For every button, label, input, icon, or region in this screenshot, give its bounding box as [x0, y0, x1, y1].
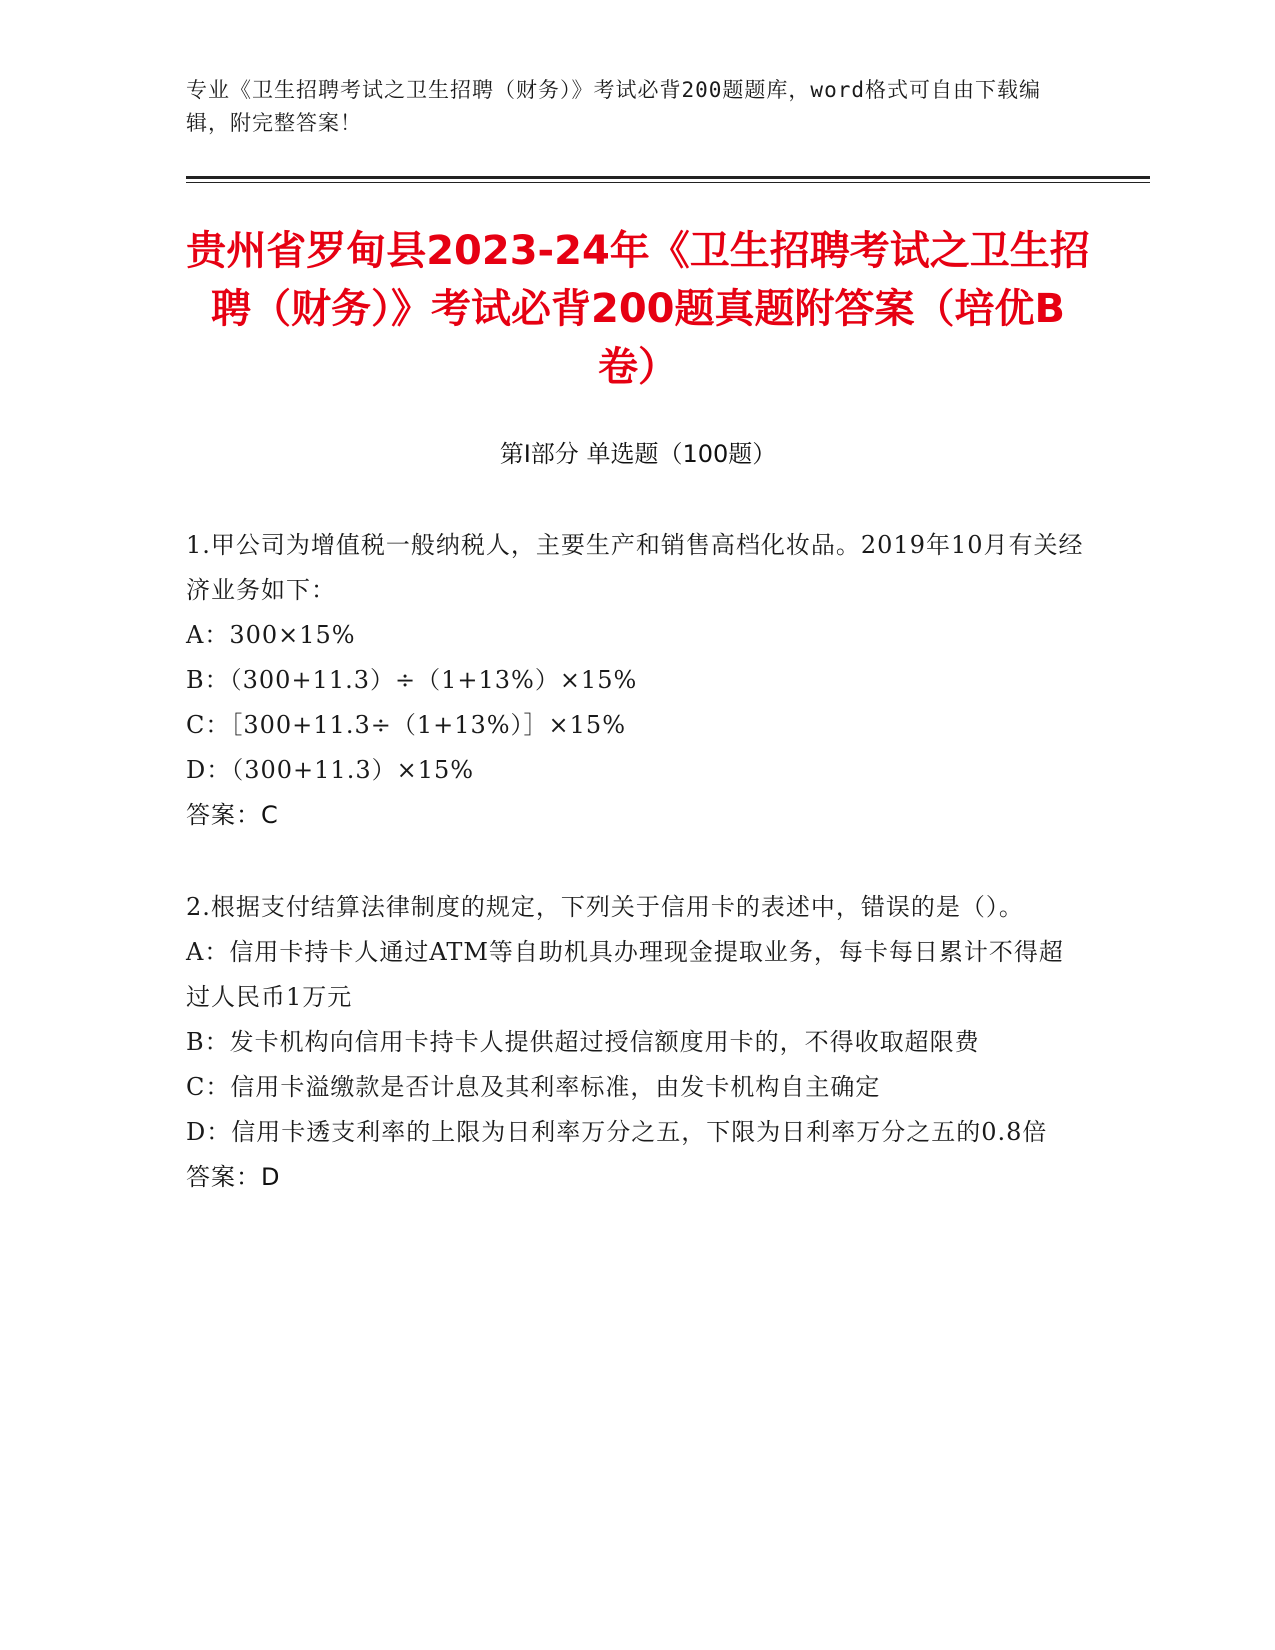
option-d: D：（300+11.3）×15% [186, 756, 475, 784]
option-c: C：信用卡溢缴款是否计息及其利率标准，由发卡机构自主确定 [186, 1073, 881, 1101]
header-divider-thick [186, 176, 1150, 179]
option-c: C：［300+11.3÷（1+13%）］×15% [186, 711, 627, 739]
option-b: B：发卡机构向信用卡持卡人提供超过授信额度用卡的，不得收取超限费 [186, 1028, 980, 1056]
question-1 [186, 523, 1086, 838]
question-2 [186, 885, 1086, 1200]
header-divider-thin [186, 182, 1150, 183]
option-a: A：300×15% [186, 621, 356, 649]
answer: 答案：C [186, 801, 279, 829]
option-b: B：（300+11.3）÷（1+13%）×15% [186, 666, 638, 694]
section-title: 第Ⅰ部分 单选题（100题） [499, 440, 777, 468]
question-stem: 1.甲公司为增值税一般纳税人，主要生产和销售高档化妆品。2019年10月有关经济业务如下： [186, 531, 1084, 604]
header-note: 专业《卫生招聘考试之卫生招聘（财务）》考试必背200题题库，word格式可自由下载编辑，附完整答案！ [186, 78, 1041, 135]
answer: 答案：D [186, 1163, 281, 1191]
question-stem: 2.根据支付结算法律制度的规定，下列关于信用卡的表述中，错误的是（）。 [186, 893, 1024, 921]
option-d: D：信用卡透支利率的上限为日利率万分之五，下限为日利率万分之五的0.8倍 [186, 1118, 1048, 1146]
option-a: A：信用卡持卡人通过ATM等自助机具办理现金提取业务，每卡每日累计不得超过人民币1万元 [186, 938, 1064, 1011]
document-title: 贵州省罗甸县2023-24年《卫生招聘考试之卫生招聘（财务）》考试必背200题真题附答案（培优B卷） [186, 228, 1090, 390]
